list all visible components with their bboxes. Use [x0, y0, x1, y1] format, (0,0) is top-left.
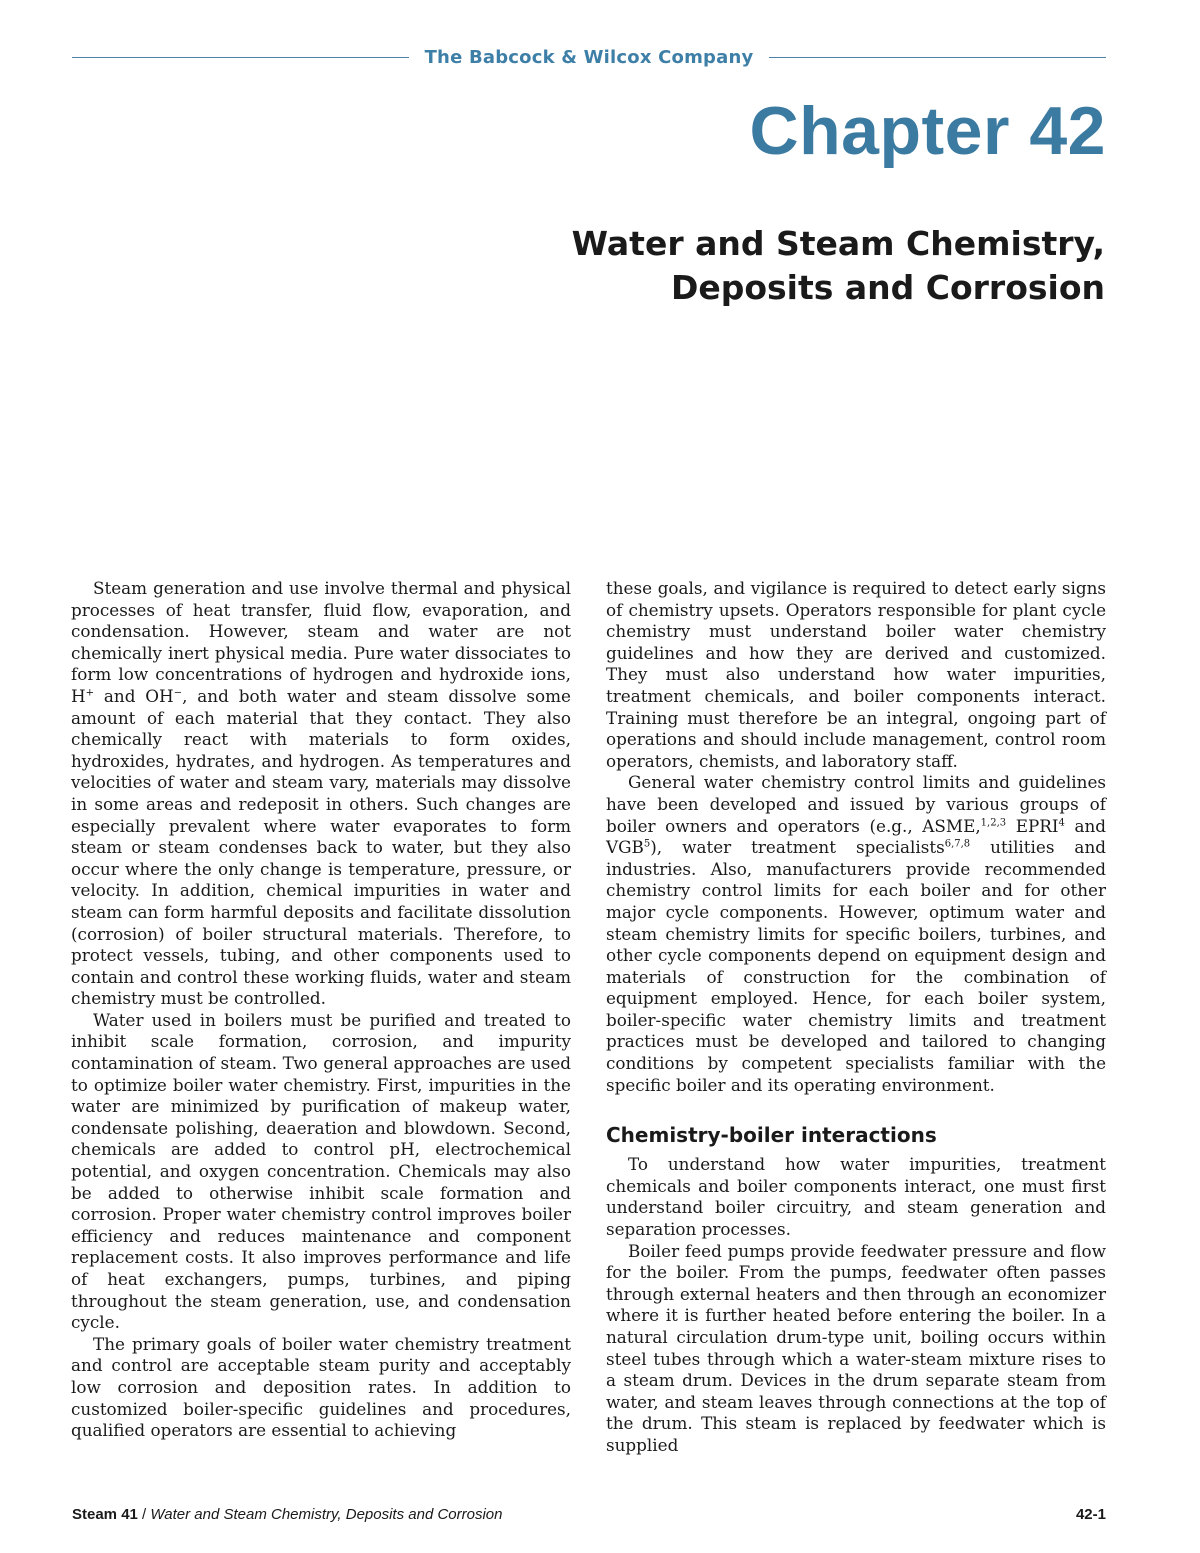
body-paragraph: Water used in boilers must be purified and treated to inhibit scale formation, corrosion, and impurity contamination of steam. Two general approaches are used to optimize boiler water chemistry. First, impurities in the water are minimized by purification of makeup water, condensate polishing, deaeration and blowdown. Second, chemicals are added to control pH, electrochemical potential, and oxygen concentration. Chemicals may also be added to otherwise inhibit scale formation and corrosion. Proper water chemistry control improves boiler efficiency and reduces maintenance and component replacement costs. It also improves performance and life of heat exchangers, pumps, turbines, and piping throughout the steam generation, use, and condensation cycle. [71, 1009, 571, 1333]
chapter-title-line-2: Deposits and Corrosion [670, 268, 1105, 307]
superscript: + [85, 687, 95, 699]
page-number: 42-1 [1075, 1506, 1106, 1523]
chapter-title-line-1: Water and Steam Chemistry, [571, 224, 1105, 263]
running-header [72, 40, 1106, 74]
header-rule-left [72, 57, 409, 58]
body-paragraph [606, 772, 1106, 1096]
section-heading: Chemistry-boiler interactions [606, 1123, 937, 1148]
left-column [71, 578, 571, 1442]
text-run: and OH [94, 685, 174, 706]
superscript: 4 [1058, 816, 1065, 828]
body-paragraph: The primary goals of boiler water chemistry treatment and control are acceptable steam purity and acceptably low corrosion and deposition rates. In addition to customized boiler-specific guidelines and procedures, qualified operators are essential to achieving [71, 1333, 571, 1441]
running-footer [72, 1506, 1106, 1523]
body-paragraph: Boiler feed pumps provide feedwater pressure and flow for the boiler. From the pumps, feedwater often passes through external heaters and then through an economizer where it is further heated before entering the boiler. In a natural circulation drum-type unit, boiling occurs within steel tubes through which a water-steam mixture rises to a steam drum. Devices in the drum separate steam from water, and steam leaves through connections at the top of the drum. This steam is replaced by feedwater which is supplied [606, 1240, 1106, 1455]
company-name: The Babcock & Wilcox Company [424, 46, 754, 68]
superscript: 1,2,3 [980, 816, 1007, 828]
right-column [606, 578, 1106, 1457]
text-run: utilities and industries. Also, manufacturers provide recommended chemistry control limits for each boiler and for other major cycle components. However, optimum water and steam chemistry limits for specific boilers, turbines, and other cycle components depend on equipment design and materials of construction for the combination of equipment employed. Hence, for each boiler system, boiler-specific water chemistry limits and treatment practices must be developed and tailored to changing conditions by competent specialists familiar with the specific boiler and its operating environment. [606, 837, 1106, 1095]
text-run: EPRI [1006, 815, 1059, 836]
body-paragraph: To understand how water impurities, treatment chemicals and boiler components interact, one must first understand boiler circuitry, and steam generation and separation processes. [606, 1154, 1106, 1240]
book-title: Steam 41 [72, 1506, 138, 1523]
chapter-title [572, 222, 1105, 310]
body-paragraph: these goals, and vigilance is required to detect early signs of chemistry upsets. Operators responsible for plant cycle chemistry must understand boiler water chemistry guidelines and how they are derived and customized. They must also understand how water impurities, treatment chemicals, and boiler components interact. Training must therefore be an integral, ongoing part of operations and should include management, control room operators, chemists, and laboratory staff. [606, 578, 1106, 771]
header-rule-right [769, 57, 1106, 58]
text-run: , and both water and steam dissolve some amount of each material that they contact. They also chemically react with materials to form oxides, hydroxides, hydrates, and hydrogen. As temperatures and velocities of water and steam vary, materials may dissolve in some areas and redeposit in others. Such changes are especially prevalent where water evaporates to form steam or steam condenses back to water, but they also occur where the only change is temperature, pressure, or velocity. In addition, chemical impurities in water and steam can form harmful deposits and facilitate dissolution (corrosion) of boiler structural materials. Therefore, to protect vessels, tubing, and other components used to contain and control these working fluids, water and steam chemistry must be controlled. [71, 685, 571, 1009]
superscript: − [173, 687, 183, 699]
text-run: ), water treatment specialists [650, 837, 945, 858]
text-run: General water chemistry control limits and guidelines have been developed and issued by various groups of boiler owners and operators (e.g., ASME, [606, 772, 1106, 836]
chapter-number: Chapter 42 [749, 93, 1106, 169]
text-run: and VGB [606, 815, 1106, 858]
text-run: Steam generation and use involve thermal and physical processes of heat transfer, fluid flow, evaporation, and condensation. However, steam and water are not chemically inert physical media. Pure water dissociates to form low concentrations of hydrogen and hydroxide ions, H [71, 578, 571, 706]
superscript: 5 [643, 838, 651, 850]
superscript: 6,7,8 [944, 838, 971, 850]
footer-left [72, 1506, 502, 1523]
footer-separator: / [137, 1506, 151, 1523]
body-paragraph [71, 578, 571, 1010]
footer-chapter-title: Water and Steam Chemistry, Deposits and Corrosion [150, 1506, 503, 1523]
